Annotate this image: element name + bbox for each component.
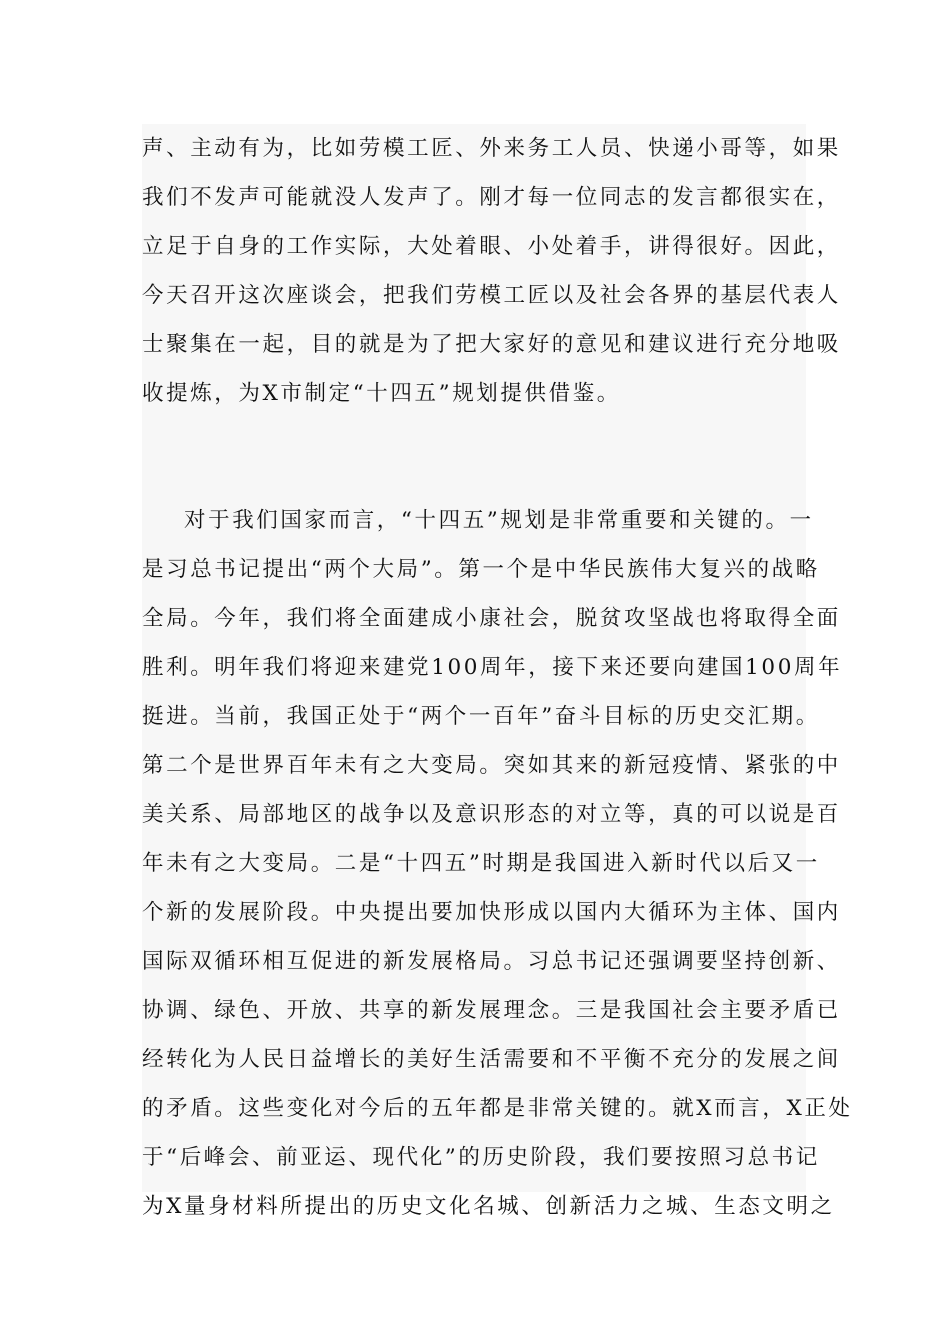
paragraph-2-line-1: 对于我们国家而言，“十四五”规划是非常重要和关键的。一: [184, 508, 814, 533]
paragraph-2-line-8: 年未有之大变局。二是“十四五”时期是我国进入新时代以后又一: [142, 851, 820, 876]
paragraph-1-line-6: 收提炼，为X市制定“十四五”规划提供借鉴。: [142, 381, 621, 406]
paragraph-2-line-2: 是习总书记提出“两个大局”。第一个是中华民族伟大复兴的战略: [142, 557, 820, 582]
paragraph-2: [142, 496, 853, 1231]
paragraph-1-line-3: 立足于自身的工作实际，大处着眼、小处着手，讲得很好。因此，: [142, 234, 841, 259]
paragraph-2-line-13: 的矛盾。这些变化对今后的五年都是非常关键的。就X而言，X正处: [142, 1096, 853, 1121]
paragraph-1-line-1: 声、主动有为，比如劳模工匠、外来务工人员、快递小哥等，如果: [142, 136, 841, 161]
paragraph-1-line-2: 我们不发声可能就没人发声了。刚才每一位同志的发言都很实在，: [142, 185, 841, 210]
paragraph-1: [142, 124, 841, 418]
paragraph-2-line-7: 美关系、局部地区的战争以及意识形态的对立等，真的可以说是百: [142, 802, 841, 827]
paragraph-2-line-10: 国际双循环相互促进的新发展格局。习总书记还强调要坚持创新、: [142, 949, 841, 974]
paragraph-2-line-6: 第二个是世界百年未有之大变局。突如其来的新冠疫情、紧张的中: [142, 753, 841, 778]
paragraph-2-line-4: 胜利。明年我们将迎来建党100周年，接下来还要向建国100周年: [142, 655, 843, 680]
paragraph-2-line-14: 于“后峰会、前亚运、现代化”的历史阶段，我们要按照习总书记: [142, 1145, 820, 1170]
paragraph-1-line-5: 士聚集在一起，目的就是为了把大家好的意见和建议进行充分地吸: [142, 332, 841, 357]
paragraph-2-line-5: 挺进。当前，我国正处于“两个一百年”奋斗目标的历史交汇期。: [142, 704, 820, 729]
paragraph-2-line-12: 经转化为人民日益增长的美好生活需要和不平衡不充分的发展之间: [142, 1047, 841, 1072]
paragraph-2-line-15: 为X量身材料所提出的历史文化名城、创新活力之城、生态文明之: [142, 1194, 835, 1219]
paragraph-1-line-4: 今天召开这次座谈会，把我们劳模工匠以及社会各界的基层代表人: [142, 283, 841, 308]
paragraph-2-line-11: 协调、绿色、开放、共享的新发展理念。三是我国社会主要矛盾已: [142, 998, 841, 1023]
paragraph-2-line-3: 全局。今年，我们将全面建成小康社会，脱贫攻坚战也将取得全面: [142, 606, 841, 631]
paragraph-2-line-9: 个新的发展阶段。中央提出要加快形成以国内大循环为主体、国内: [142, 900, 841, 925]
